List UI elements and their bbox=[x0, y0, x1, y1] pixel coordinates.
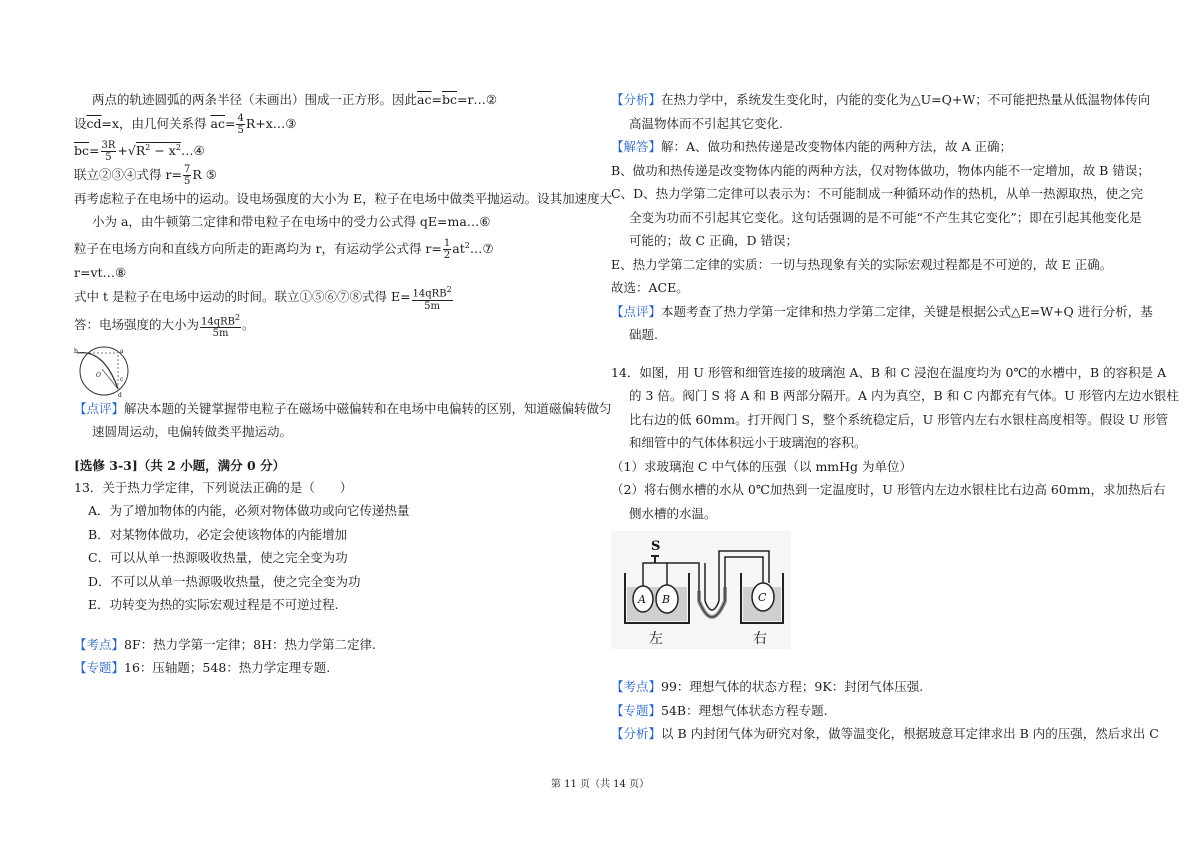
fraction-7-5: $\frac{7}{5}$ bbox=[183, 163, 191, 187]
solution-right-1: 【解答】解：A、做功和热传递是改变物体内能的两种方法，故 A 正确； bbox=[611, 139, 1013, 154]
solution-line-6: 小为 a，由牛顿第二定律和带电粒子在电场中的受力公式得 qE=ma…⑥ bbox=[92, 214, 491, 230]
svg-text:O: O bbox=[96, 371, 101, 379]
question-14-line-3: 比右边的低 60mm。打开阀门 S，整个系统稳定后，U 形管内左右水银柱高度相等。假设 U 形管 bbox=[629, 411, 1169, 427]
question-14-part-1: （1）求玻璃泡 C 中气体的压强（以 mmHg 为单位） bbox=[611, 458, 913, 474]
svg-text:C: C bbox=[758, 591, 767, 604]
fraction-answer: $\frac{14qRB^2}{5m}$ bbox=[201, 312, 241, 339]
circle-trajectory-diagram bbox=[74, 341, 134, 397]
analysis-line-2: 高温物体而不引起其它变化. bbox=[629, 115, 783, 131]
topic-right: 【专题】54B：理想气体状态方程专题. bbox=[611, 702, 828, 718]
topic: 【专题】16：压轴题；548：热力学定理专题. bbox=[74, 660, 331, 676]
solution-line-3: $\overline{bc}=$ $\frac{3R}{5}$ $+√R^2$ − $x^2\dots ④$ bbox=[74, 139, 205, 163]
svg-text:d: d bbox=[118, 391, 122, 397]
solution-line-1: 两点的轨迹圆弧的两条半径（未画出）围成一正方形。因此$\overline{ac}=\overline{bc}=r\dots ②$ bbox=[92, 92, 498, 107]
option-d: D．不可以从单一热源吸收热量，使之完全变为功 bbox=[88, 573, 361, 589]
svg-text:A: A bbox=[638, 593, 646, 606]
fraction-1-2: $\frac{1}{2}$ bbox=[443, 237, 451, 261]
svg-text:左: 左 bbox=[649, 631, 663, 647]
svg-text:c: c bbox=[120, 375, 124, 383]
question-14-part-2a: （2）将右侧水槽的水从 0℃加热到一定温度时，U 形管内左边水银柱比右边高 60mm，求加热后右 bbox=[611, 482, 1166, 497]
answer-line: 答：电场强度的大小为 $\frac{14qRB^2}{5m}$ 。 bbox=[74, 312, 255, 339]
solution-right-4: 全变为功而不引起其它变化。这句话强调的是不可能“不产生其它变化”；即在引起其他变化是 bbox=[629, 209, 1142, 225]
question-14-line-2: 的 3 倍。阀门 S 将 A 和 B 两部分隔开。A 内为真空，B 和 C 内都充有气体。U 形管内左边水银柱 bbox=[629, 388, 1179, 403]
svg-text:S: S bbox=[651, 539, 661, 554]
option-c: C．可以从单一热源吸收热量，使之完全变为功 bbox=[88, 550, 348, 566]
solution-right-2: B、做功和热传递是改变物体内能的两种方法，仅对物体做功，物体内能不一定增加，故 B 错误； bbox=[611, 162, 1150, 178]
page-footer: 第 11 页（共 14 页） bbox=[550, 779, 650, 790]
fraction-e: $\frac{14qRB^2}{5m}$ bbox=[412, 285, 452, 312]
solution-right-6: E、热力学第二定律的实质：一切与热现象有关的实际宏观过程都是不可逆的，故 E 正确。 bbox=[611, 256, 1113, 272]
knowledge-point: 【考点】8F：热力学第一定律；8H：热力学第二定律. bbox=[74, 636, 376, 652]
svg-text:a: a bbox=[120, 347, 124, 355]
solution-line-8: r=vt…⑧ bbox=[74, 264, 127, 280]
fraction-4-5: $\frac{4}{5}$ bbox=[237, 112, 244, 136]
review-right-1: 【点评】本题考查了热力学第一定律和热力学第二定律，关键是根据公式△E=W+Q 进行分析，基 bbox=[611, 303, 1153, 319]
review-right-2: 础题. bbox=[629, 327, 658, 342]
question-14-line-4: 和细管中的气体体积远小于玻璃泡的容积。 bbox=[629, 435, 867, 450]
section-heading: [选修 3-3]（共 2 小题，满分 0 分） bbox=[74, 457, 286, 473]
solution-line-5: 再考虑粒子在电场中的运动。设电场强度的大小为 E，粒子在电场中做类平抛运动。设其加速度大 bbox=[74, 190, 613, 206]
u-tube-apparatus-figure bbox=[611, 531, 791, 649]
option-b: B．对某物体做功，必定会使该物体的内能增加 bbox=[88, 526, 348, 542]
analysis-line-1: 【分析】在热力学中，系统发生变化时，内能的变化为△U=Q+W；不可能把热量从低温物体传向 bbox=[611, 92, 1151, 107]
fraction-3r-5: $\frac{3R}{5}$ bbox=[101, 139, 116, 163]
solution-line-4: 联立②③④式得 r= $\frac{7}{5}$ R ⑤ bbox=[74, 163, 217, 187]
solution-line-7: 粒子在电场方向和直线方向所走的距离均为 r，有运动学公式得 r= $\frac{1}{2}$ $at^2\dots ⑦$ bbox=[74, 237, 494, 261]
svg-text:B: B bbox=[662, 593, 671, 606]
review-line-2: 速圆周运动，电偏转做类平抛运动。 bbox=[92, 424, 293, 440]
solution-line-9: 式中 t 是粒子在电场中运动的时间。联立①⑤⑥⑦⑧式得 E= $\frac{14qRB^2}{5m}$ bbox=[74, 285, 452, 312]
right-column bbox=[611, 88, 1179, 746]
sqrt-content: $R^2 - x^2$ bbox=[135, 142, 181, 158]
solution-right-5: 可能的；故 C 正确，D 错误； bbox=[629, 233, 799, 248]
svg-text:右: 右 bbox=[753, 631, 767, 647]
option-e: E．功转变为热的实际宏观过程是不可逆过程. bbox=[88, 597, 339, 613]
solution-right-3: C、D、热力学第二定律可以表示为：不可能制成一种循环动作的热机，从单一热源取热，使之完 bbox=[611, 186, 1144, 201]
option-a: A．为了增加物体的内能，必须对物体做功或向它传递热量 bbox=[88, 503, 410, 519]
review-tag: 【点评】 bbox=[74, 400, 125, 416]
sqrt-sign: √ bbox=[127, 142, 136, 158]
solution-line-2: 设$\overline{cd}=x$，由几何关系得 $\overline{ac}=$ $\frac{4}{5}$ R+x…③ bbox=[74, 112, 297, 136]
knowledge-point-right: 【考点】99：理想气体的状态方程；9K：封闭气体压强. bbox=[611, 679, 924, 694]
svg-text:b: b bbox=[74, 347, 78, 355]
question-13-stem: 13．关于热力学定律，下列说法正确的是（ ） bbox=[74, 480, 353, 496]
question-14-line-1: 14．如图，用 U 形管和细管连接的玻璃泡 A、B 和 C 浸泡在温度均为 0℃的水槽中，B 的容积是 A bbox=[611, 364, 1167, 380]
question-14-part-2b: 侧水槽的水温。 bbox=[629, 505, 717, 521]
review-line-1: 【点评】解决本题的关键掌握带电粒子在磁场中磁偏转和在电场中电偏转的区别，知道磁偏转做匀 bbox=[74, 400, 612, 416]
analysis-right-2: 【分析】以 B 内封闭气体为研究对象，做等温变化，根据玻意耳定律求出 B 内的压强，然后求出 C bbox=[611, 726, 1159, 741]
solution-right-7: 故选：ACE。 bbox=[611, 280, 689, 295]
left-column bbox=[74, 88, 613, 680]
